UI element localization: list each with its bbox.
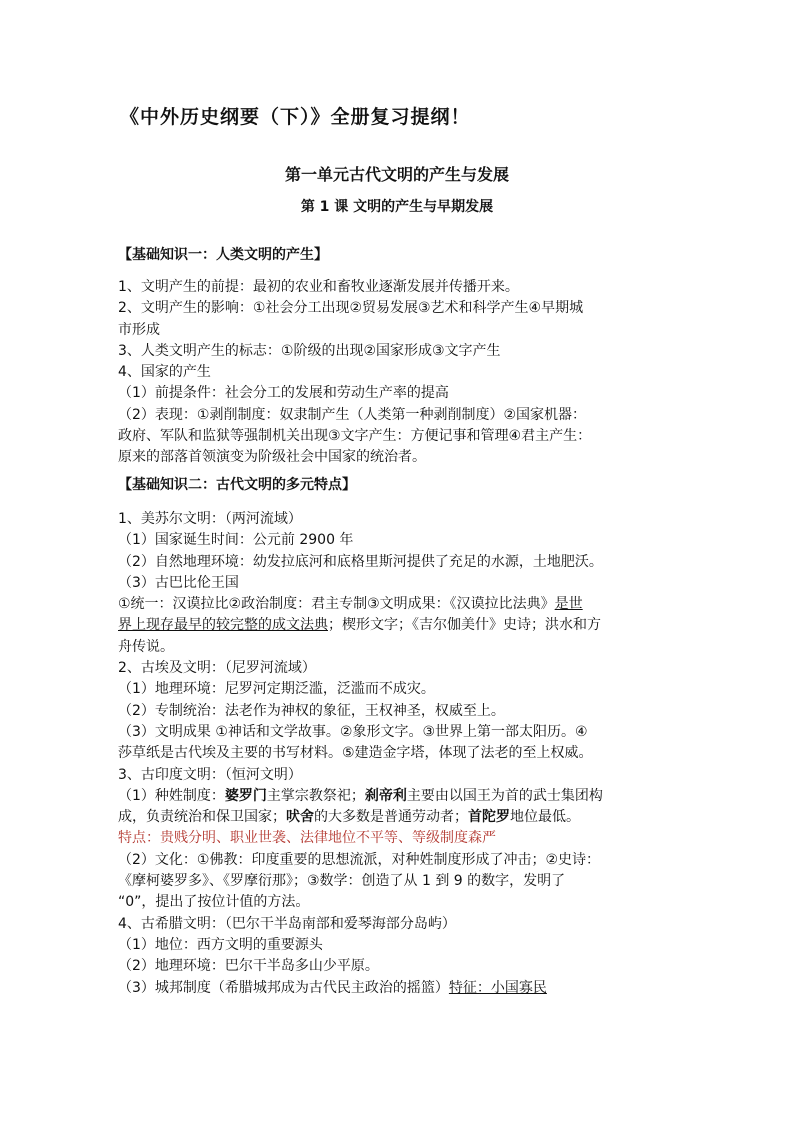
text-span: （3）城邦制度（希腊城邦成为古代民主政治的摇篮） [118, 979, 449, 996]
bold-term: 婆罗门 [224, 787, 267, 804]
text-line [118, 594, 688, 615]
text-line: 1、文明产生的前提：最初的农业和畜牧业逐渐发展并传播开来。 [118, 279, 519, 295]
text-span: 的大多数是普通劳动者； [314, 809, 468, 826]
text-span: （1）种姓制度： [118, 787, 225, 804]
text-line: （1）地位：西方文明的重要源头 [118, 936, 323, 953]
bold-term: 首陀罗 [468, 809, 510, 826]
text-line: （2）表现：①剥削制度：奴隶制产生（人类第一种剥削制度）②国家机器： [118, 406, 587, 423]
text-line: “0”，提出了按位计值的方法。 [118, 894, 310, 911]
unit-title: 第一单元古代文明的产生与发展 [284, 165, 509, 184]
text-line [118, 978, 688, 999]
text-line: （2）自然地理环境：幼发拉底河和底格里斯河提供了充足的水源，土地肥沃。 [118, 553, 603, 570]
underlined-text: 是世 [554, 596, 583, 613]
text-line: （1）地理环境：尼罗河定期泛滥，泛滥而不成灾。 [118, 681, 435, 698]
text-span: 主要由以国王为首的武士集团构 [406, 787, 603, 804]
text-span: 成，负责统治和保卫国家； [118, 809, 286, 826]
underlined-text: 界上现存最早的较完整的成文法典 [118, 617, 328, 634]
text-line [118, 807, 688, 828]
text-line: （1）国家诞生时间：公元前 2900 年 [118, 532, 354, 549]
section2-heading: 【基础知识二：古代文明的多元特点】 [118, 477, 356, 493]
text-span: ①统一：汉谟拉比②政治制度：君主专制③文明成果：《汉谟拉比法典》 [118, 596, 555, 613]
text-line: 舟传说。 [118, 638, 174, 655]
document-title: 《中外历史纲要（下）》全册复习提纲！ [120, 106, 471, 128]
text-span: ；楔形文字；《吉尔伽美什》史诗；洪水和方 [328, 617, 601, 634]
text-line: （1）前提条件：社会分工的发展和劳动生产率的提高 [118, 385, 449, 402]
text-line: 原来的部落首领演变为阶级社会中国家的统治者。 [118, 449, 426, 466]
text-line: 2、文明产生的影响：①社会分工出现②贸易发展③艺术和科学产生④早期城 [118, 300, 584, 317]
text-span: 地位最低。 [510, 809, 580, 826]
text-line [118, 615, 688, 636]
bold-term: 吠舍 [286, 809, 314, 826]
text-line: 市形成 [118, 321, 160, 338]
text-line [118, 786, 688, 807]
text-line: 3、古印度文明：（恒河文明） [118, 766, 302, 783]
highlight-line: 特点：贵贱分明、职业世袭、法律地位不平等、等级制度森严 [118, 830, 496, 847]
text-line: 政府、军队和监狱等强制机关出现③文字产生：方便记事和管理④君主产生： [118, 428, 592, 445]
text-line: （3）文明成果 ①神话和文学故事。②象形文字。③世界上第一部太阳历。④ [118, 723, 588, 740]
text-line: 3、人类文明产生的标志：①阶级的出现②国家形成③文字产生 [118, 342, 501, 359]
text-span: 主掌宗教祭祀； [266, 787, 365, 804]
text-line: （2）地理环境：巴尔干半岛多山少平原。 [118, 958, 379, 975]
text-line: 莎草纸是古代埃及主要的书写材料。⑤建造金字塔，体现了法老的至上权威。 [118, 745, 593, 762]
text-line: （2）文化：①佛教：印度重要的思想流派，对种姓制度形成了冲击；②史诗： [118, 851, 601, 868]
text-line: 《摩柯婆罗多》、《罗摩衍那》；③数学：创造了从 1 到 9 的数字，发明了 [118, 873, 566, 890]
text-line: 4、国家的产生 [118, 364, 211, 381]
underlined-text: 特征：小国寡民 [448, 979, 547, 996]
lesson-title: 第 1 课 文明的产生与早期发展 [300, 199, 494, 215]
section1-heading: 【基础知识一：人类文明的产生】 [118, 247, 328, 263]
text-line: （2）专制统治：法老作为神权的象征，王权神圣，权威至上。 [118, 702, 505, 719]
bold-term: 刹帝利 [364, 787, 407, 804]
section2-body [118, 509, 688, 999]
text-line: 1、美苏尔文明：（两河流域） [118, 511, 302, 527]
text-line: 4、古希腊文明：（巴尔干半岛南部和爱琴海部分岛屿） [118, 915, 456, 932]
section1-body [118, 277, 688, 469]
text-line: （3）古巴比伦王国 [118, 574, 239, 591]
text-line: 2、古埃及文明：（尼罗河流域） [118, 660, 316, 677]
